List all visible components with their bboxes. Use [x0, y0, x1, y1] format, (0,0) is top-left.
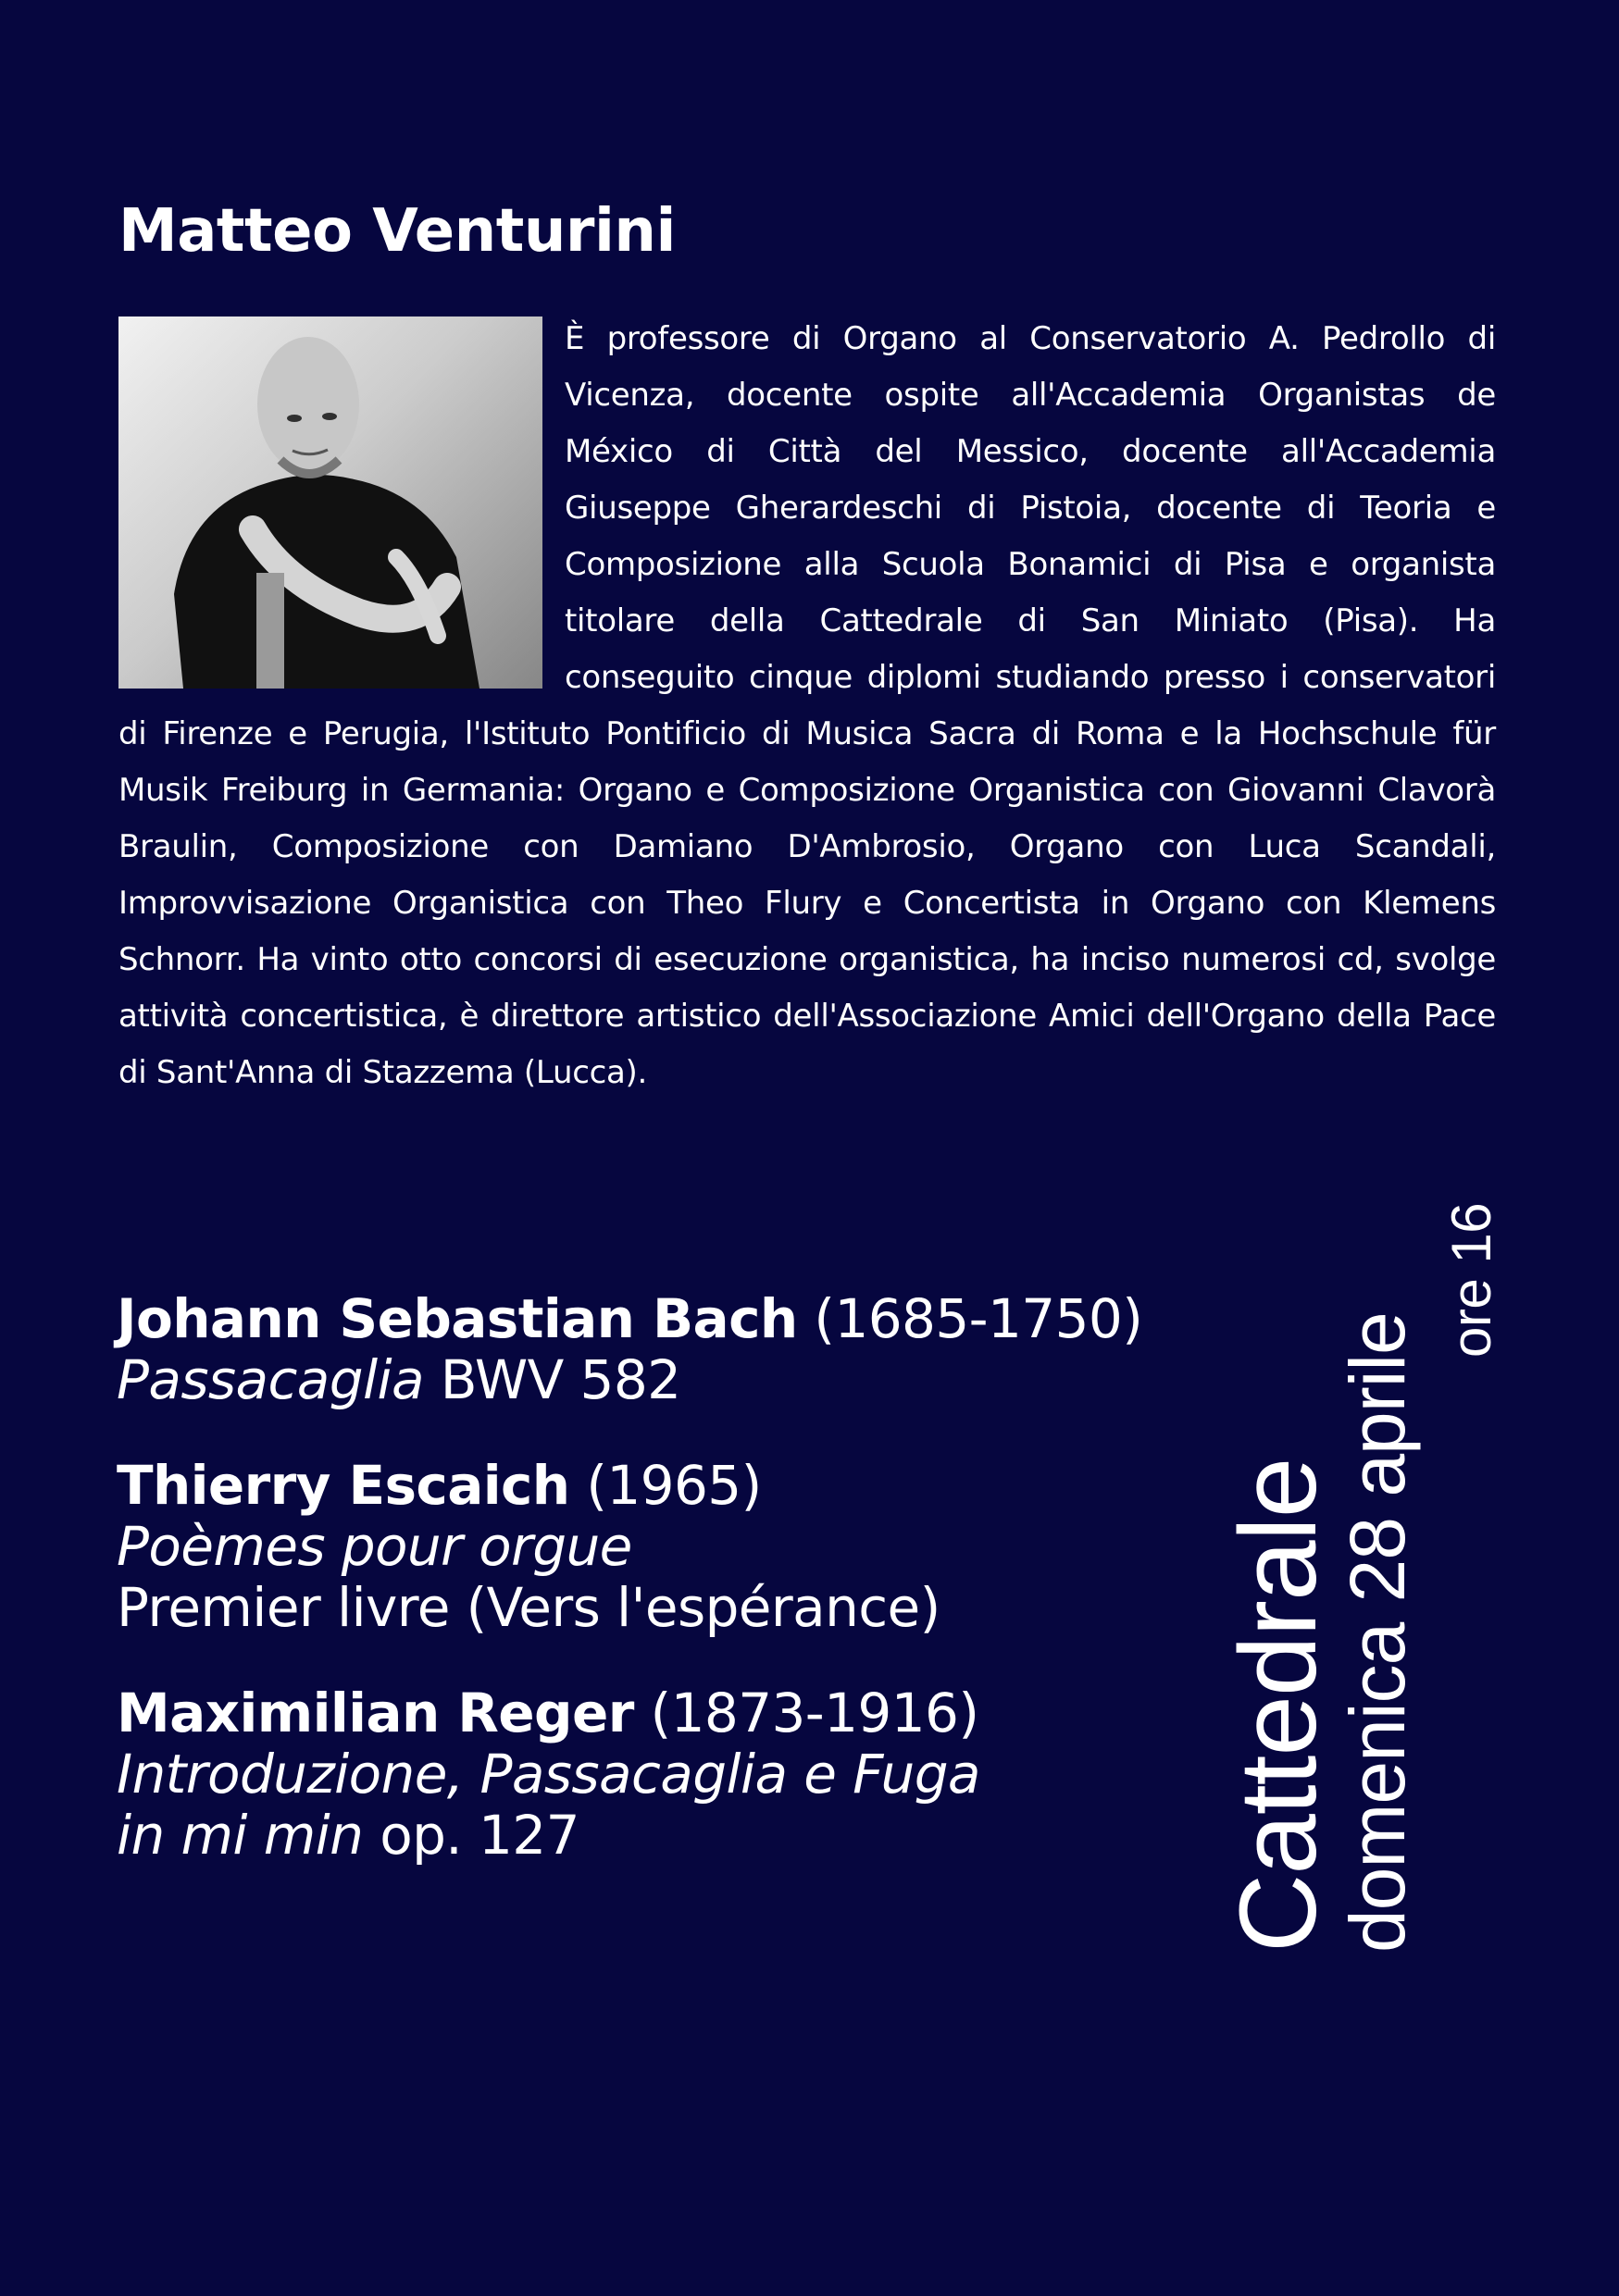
work-title: Introduzione, Passacaglia e Fuga	[117, 1743, 980, 1806]
composer-dates: (1873-1916)	[650, 1682, 979, 1744]
composer-name: Johann Sebastian Bach	[117, 1287, 798, 1350]
event-details	[1203, 1157, 1518, 1953]
biography-block	[118, 311, 1496, 1101]
work-title-catalog: BWV 582	[440, 1348, 681, 1411]
event-details-rotated	[1203, 1157, 1518, 1953]
composer-dates: (1965)	[586, 1454, 762, 1517]
performer-name: Matteo Venturini	[118, 197, 676, 266]
program-item-bach	[117, 1288, 1144, 1410]
event-time: ore 16	[1440, 1202, 1502, 1358]
composer-line	[117, 1682, 1144, 1744]
event-venue: Cattedrale	[1217, 1458, 1339, 1953]
composer-line	[117, 1455, 1144, 1516]
work-key: in mi min	[117, 1804, 364, 1867]
program-item-reger	[117, 1682, 1144, 1866]
program-item-escaich	[117, 1455, 1144, 1638]
work-title	[117, 1349, 1144, 1410]
performer-photo	[118, 316, 542, 689]
composer-dates: (1685-1750)	[814, 1287, 1143, 1350]
composer-name: Maximilian Reger	[117, 1682, 634, 1744]
work-subtitle: Premier livre (Vers l'espérance)	[117, 1576, 940, 1639]
work-title-continuation	[117, 1805, 1144, 1866]
composer-line	[117, 1288, 1144, 1349]
event-date: domenica 28 aprile	[1334, 1312, 1421, 1953]
work-title-italic: Passacaglia	[117, 1348, 424, 1411]
work-title: Poèmes pour orgue	[117, 1515, 632, 1578]
work-opus: op. 127	[380, 1804, 579, 1867]
biography-text: È professore di Organo al Conservatorio A. Pedrollo di Vicenza, docente ospite all'Accademia Organistas de México di Città del Messico, docente all'Accademia Giuseppe Gherardeschi di Pistoia, docente di Teoria e Composizione alla Scuola Bonamici di Pisa e organista titolare della Cattedrale di San Miniato (Pisa). Ha conseguito cinque diplomi studiando presso i conservatori di Firenze e Perugia, l'Istituto Pontificio di Musica Sacra di Roma e la Hochschule für Musik Freiburg in Germania: Organo e Composizione Organistica con Giovanni Clavorà Braulin, Composizione con Damiano D'Ambrosio, Organo con Luca Scandali, Improvvisazione Organistica con Theo Flury e Concertista in Organo con Klemens Schnorr. Ha vinto otto concorsi di esecuzione organistica, ha inciso numerosi cd, svolge attività concertistica, è direttore artistico dell'Associazione Amici dell'Organo della Pace di Sant'Anna di Stazzema (Lucca).	[118, 320, 1496, 1091]
composer-name: Thierry Escaich	[117, 1454, 570, 1517]
concert-program	[117, 1288, 1144, 1910]
